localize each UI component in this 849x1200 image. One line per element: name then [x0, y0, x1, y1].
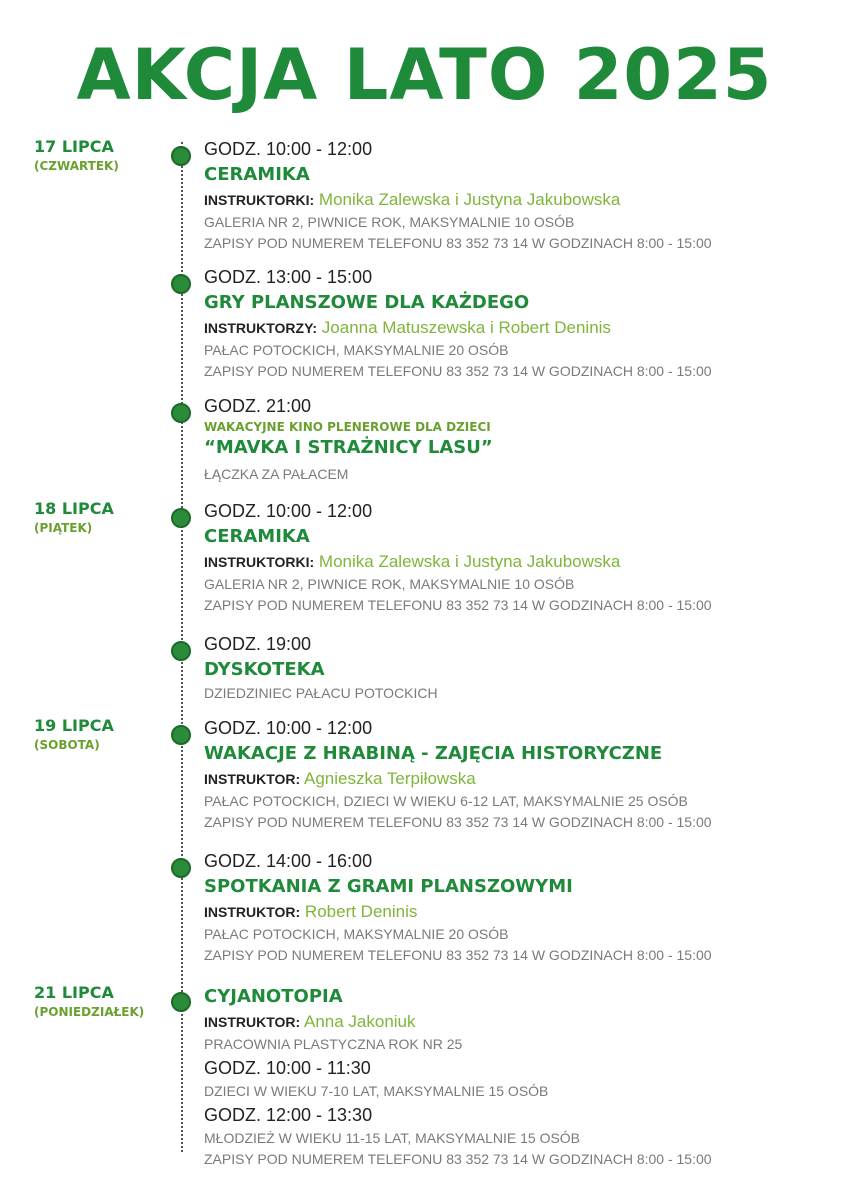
- event-location: PRACOWNIA PLASTYCZNA ROK NR 25: [204, 1036, 463, 1052]
- event-title: CYJANOTOPIA: [204, 986, 343, 1007]
- event-time: GODZ. 14:00 - 16:00: [204, 851, 373, 871]
- timeline-dot: [171, 992, 191, 1012]
- day-date: 19 LIPCA: [34, 716, 114, 735]
- event-registration: ZAPISY POD NUMEREM TELEFONU 83 352 73 14 W GODZINACH 8:00 - 15:00: [204, 814, 712, 830]
- day-date: 18 LIPCA: [34, 499, 114, 518]
- day-label: [34, 137, 119, 175]
- day-weekday: (PONIEDZIAŁEK): [34, 1005, 145, 1019]
- day-weekday: (CZWARTEK): [34, 159, 119, 173]
- event-title: DYSKOTEKA: [204, 659, 325, 680]
- event-instructors: [204, 900, 834, 924]
- timeline-dot: [171, 146, 191, 166]
- session-info: MŁODZIEŻ W WIEKU 11-15 LAT, MAKSYMALNIE 15 OSÓB: [204, 1130, 581, 1146]
- event-time: GODZ. 19:00: [204, 634, 312, 654]
- event-title: CERAMIKA: [204, 526, 310, 547]
- instructor-names: Robert Deninis: [304, 902, 418, 921]
- event-time: GODZ. 10:00 - 12:00: [204, 139, 373, 159]
- instructor-label: INSTRUKTOR:: [204, 771, 301, 787]
- timeline-dot: [171, 508, 191, 528]
- timeline-dot: [171, 403, 191, 423]
- day-label: [34, 499, 114, 537]
- event-location: PAŁAC POTOCKICH, MAKSYMALNIE 20 OSÓB: [204, 926, 509, 942]
- day-label: [34, 716, 114, 754]
- timeline-dot: [171, 641, 191, 661]
- day-label: [34, 983, 144, 1021]
- day-weekday: (PIĄTEK): [34, 521, 93, 535]
- event-location: GALERIA NR 2, PIWNICE ROK, MAKSYMALNIE 10 OSÓB: [204, 214, 575, 230]
- page-title: AKCJA LATO 2025: [76, 34, 773, 116]
- day-date: 17 LIPCA: [34, 137, 114, 156]
- instructor-label: INSTRUKTOR:: [204, 1014, 301, 1030]
- event-location: ŁĄCZKA ZA PAŁACEM: [204, 466, 349, 482]
- event-registration: ZAPISY POD NUMEREM TELEFONU 83 352 73 14 W GODZINACH 8:00 - 15:00: [204, 363, 712, 379]
- timeline-dot: [171, 274, 191, 294]
- event-gry-planszowe: [204, 264, 834, 382]
- day-weekday: (SOBOTA): [34, 738, 100, 752]
- instructor-names: Monika Zalewska i Justyna Jakubowska: [318, 552, 621, 571]
- event-title: CERAMIKA: [204, 164, 310, 185]
- event-registration: ZAPISY POD NUMEREM TELEFONU 83 352 73 14 W GODZINACH 8:00 - 15:00: [204, 947, 712, 963]
- event-subtitle: WAKACYJNE KINO PLENEROWE DLA DZIECI: [204, 420, 491, 434]
- instructor-label: INSTRUKTORKI:: [204, 192, 315, 208]
- timeline-dot: [171, 725, 191, 745]
- event-instructors: [204, 550, 834, 574]
- event-title: SPOTKANIA Z GRAMI PLANSZOWYMI: [204, 876, 573, 897]
- instructor-label: INSTRUKTORZY:: [204, 320, 318, 336]
- event-location: PAŁAC POTOCKICH, MAKSYMALNIE 20 OSÓB: [204, 342, 509, 358]
- event-location: DZIEDZINIEC PAŁACU POTOCKICH: [204, 685, 438, 701]
- event-dyskoteka: [204, 631, 834, 704]
- event-instructors: [204, 188, 834, 212]
- event-ceramika-18: [204, 498, 834, 616]
- instructor-names: Monika Zalewska i Justyna Jakubowska: [318, 190, 621, 209]
- event-ceramika-17: [204, 136, 834, 254]
- session-time: GODZ. 12:00 - 13:30: [204, 1105, 373, 1125]
- event-title: “MAVKA I STRAŻNICY LASU”: [204, 437, 493, 458]
- event-title: WAKACJE Z HRABINĄ - ZAJĘCIA HISTORYCZNE: [204, 743, 663, 764]
- event-kino-plenerowe: [204, 393, 834, 485]
- event-registration: ZAPISY POD NUMEREM TELEFONU 83 352 73 14 W GODZINACH 8:00 - 15:00: [204, 235, 712, 251]
- event-time: GODZ. 21:00: [204, 396, 312, 416]
- event-location: GALERIA NR 2, PIWNICE ROK, MAKSYMALNIE 10 OSÓB: [204, 576, 575, 592]
- event-time: GODZ. 10:00 - 12:00: [204, 501, 373, 521]
- event-time: GODZ. 13:00 - 15:00: [204, 267, 373, 287]
- event-wakacje-z-hrabina: [204, 715, 834, 833]
- event-registration: ZAPISY POD NUMEREM TELEFONU 83 352 73 14 W GODZINACH 8:00 - 15:00: [204, 1151, 712, 1167]
- event-registration: ZAPISY POD NUMEREM TELEFONU 83 352 73 14 W GODZINACH 8:00 - 15:00: [204, 597, 712, 613]
- instructor-label: INSTRUKTOR:: [204, 904, 301, 920]
- session-time: GODZ. 10:00 - 11:30: [204, 1058, 371, 1078]
- event-cyjanotopia: [204, 984, 834, 1170]
- instructor-names: Anna Jakoniuk: [303, 1012, 416, 1031]
- timeline-dot: [171, 858, 191, 878]
- instructor-label: INSTRUKTORKI:: [204, 554, 315, 570]
- event-location: PAŁAC POTOCKICH, DZIECI W WIEKU 6-12 LAT, MAKSYMALNIE 25 OSÓB: [204, 793, 688, 809]
- session-info: DZIECI W WIEKU 7-10 LAT, MAKSYMALNIE 15 OSÓB: [204, 1083, 549, 1099]
- instructor-names: Agnieszka Terpiłowska: [303, 769, 476, 788]
- day-date: 21 LIPCA: [34, 983, 114, 1002]
- event-instructors: [204, 767, 834, 791]
- event-title: GRY PLANSZOWE DLA KAŻDEGO: [204, 292, 530, 313]
- event-instructors: [204, 316, 834, 340]
- event-instructors: [204, 1010, 834, 1034]
- instructor-names: Joanna Matuszewska i Robert Deninis: [321, 318, 611, 337]
- event-spotkania-z-grami: [204, 848, 834, 966]
- event-time: GODZ. 10:00 - 12:00: [204, 718, 373, 738]
